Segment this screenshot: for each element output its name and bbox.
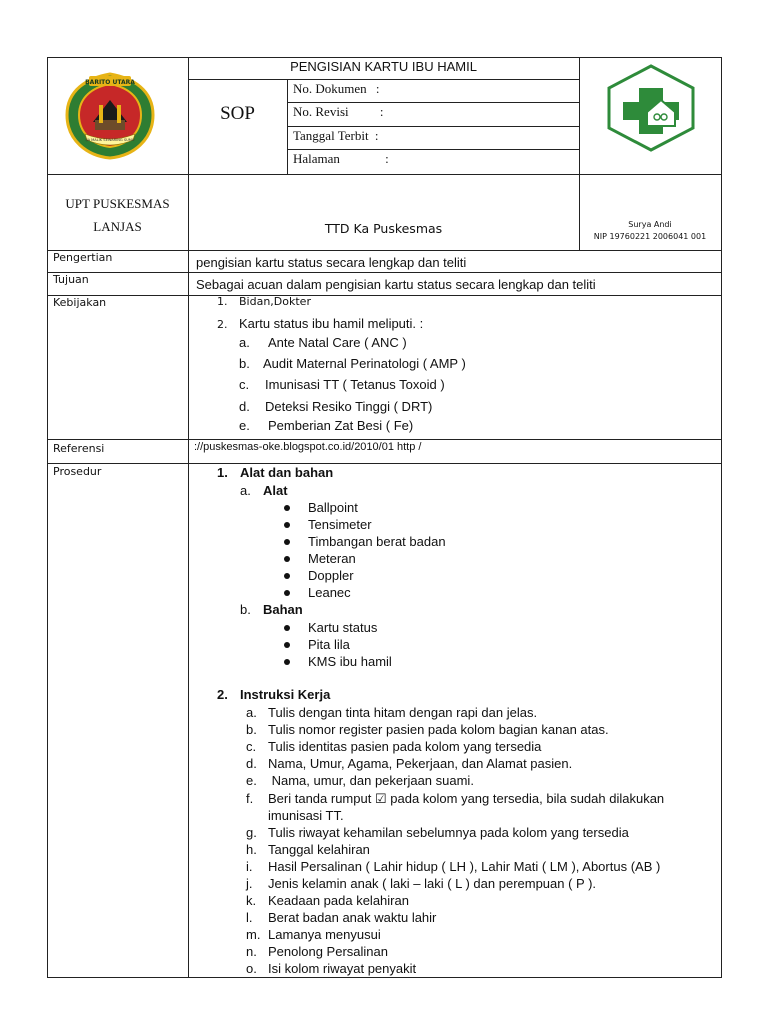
item-letter: h. (246, 842, 257, 857)
bahan-item (284, 654, 392, 669)
item-text: Tulis nomor register pasien pada kolom bagian kanan atas. (268, 722, 609, 737)
item-text: Hasil Persalinan ( Lahir hidup ( LH ), Lahir Mati ( LM ), Abortus (AB ) (268, 859, 661, 874)
instruksi-item-cont: imunisasi TT. (268, 808, 344, 823)
item-text: Tulis dengan tinta hitam dengan rapi dan jelas. (268, 705, 538, 720)
kebijakan-sub-b (239, 356, 466, 371)
label-pengertian: Pengertian (53, 251, 113, 264)
item-letter: i. (246, 859, 253, 874)
referensi-text: ://puskesmas-oke.blogspot.co.id/2010/01 http / (194, 441, 422, 453)
field-label: No. Revisi (293, 104, 349, 119)
item-text: Nama, Umur, Agama, Pekerjaan, dan Alamat pasien. (268, 756, 573, 771)
bahan-item (284, 637, 350, 652)
alat-item (284, 585, 351, 600)
item-letter: o. (246, 961, 257, 976)
sub-text: Pemberian Zat Besi ( Fe) (268, 418, 414, 433)
sub-title: Alat (263, 483, 288, 498)
item-text: Tulis riwayat kehamilan sebelumnya pada kolom yang tersedia (268, 825, 629, 840)
field-value: : (375, 81, 380, 96)
bullet-icon (284, 556, 290, 562)
instruksi-item (246, 859, 660, 874)
instruksi-item (246, 756, 572, 771)
item-letter: f. (246, 791, 254, 806)
kebijakan-item-2 (217, 316, 423, 331)
field-label: Tanggal Terbit (293, 128, 369, 143)
prosedur-section-1 (217, 465, 333, 480)
signer-name: Surya Andi (628, 220, 672, 229)
sub-letter: b. (240, 602, 251, 617)
item-letter: n. (246, 944, 257, 959)
bullet-icon (284, 590, 290, 596)
section-title: Alat dan bahan (240, 465, 334, 480)
alat-item-text: Meteran (308, 551, 356, 566)
kebijakan-sub-a (239, 335, 407, 350)
item-text: Beri tanda rumput (268, 791, 372, 806)
org-name-line1: UPT PUSKESMAS (65, 196, 170, 211)
instruksi-item (246, 722, 609, 737)
item-text: Kartu status ibu hamil meliputi. : (239, 316, 424, 331)
logo-left-text-top: BARITO UTARA (85, 79, 135, 86)
item-letter: a. (246, 705, 257, 720)
logo-left (63, 70, 158, 160)
instruksi-item (246, 961, 416, 976)
field-value: : (385, 151, 389, 166)
field-halaman (293, 151, 389, 167)
tujuan-text: Sebagai acuan dalam pengisian kartu status secara lengkap dan teliti (196, 277, 596, 292)
checkbox-checked-icon: ☑ (374, 791, 387, 806)
kebijakan-sub-d (239, 399, 432, 414)
item-number: 2. (217, 318, 228, 331)
instruksi-item (246, 773, 474, 788)
item-letter: d. (246, 756, 257, 771)
instruksi-item (246, 893, 409, 908)
logo-right (603, 62, 699, 154)
alat-heading (240, 483, 288, 498)
sub-letter: d. (239, 399, 250, 414)
bullet-icon (284, 505, 290, 511)
item-text: Tanggal kelahiran (268, 842, 370, 857)
alat-item-text: Timbangan berat badan (308, 534, 446, 549)
item-text: Jenis kelamin anak ( laki – laki ( L ) dan perempuan ( P ). (268, 876, 597, 891)
sub-text: Audit Maternal Perinatologi ( AMP ) (263, 356, 466, 371)
item-text: Berat badan anak waktu lahir (268, 910, 437, 925)
instruksi-item (246, 791, 664, 807)
bahan-item-text: KMS ibu hamil (308, 654, 392, 669)
bullet-icon (284, 659, 290, 665)
pengertian-text: pengisian kartu status secara lengkap dan teliti (196, 255, 467, 270)
sub-text: Imunisasi TT ( Tetanus Toxoid ) (265, 377, 445, 392)
field-tanggal-terbit (293, 128, 378, 144)
item-text: Nama, umur, dan pekerjaan suami. (268, 773, 474, 788)
kebijakan-item-1 (217, 295, 311, 308)
field-no-revisi (293, 104, 384, 120)
bullet-icon (284, 539, 290, 545)
bullet-icon (284, 625, 290, 631)
item-letter: l. (246, 910, 253, 925)
label-tujuan: Tujuan (53, 273, 89, 286)
sub-text: Deteksi Resiko Tinggi ( DRT) (265, 399, 433, 414)
kebijakan-sub-c (239, 377, 445, 392)
item-letter: j. (246, 876, 253, 891)
item-letter: e. (246, 773, 257, 788)
alat-item (284, 568, 354, 583)
alat-item-text: Leanec (308, 585, 351, 600)
item-letter: k. (246, 893, 257, 908)
alat-item-text: Doppler (308, 568, 354, 583)
bullet-icon (284, 522, 290, 528)
item-text: Isi kolom riwayat penyakit (268, 961, 417, 976)
item-letter: g. (246, 825, 257, 840)
bullet-icon (284, 573, 290, 579)
sub-text: Ante Natal Care ( ANC ) (268, 335, 407, 350)
item-letter: m. (246, 927, 261, 942)
field-value: : (374, 128, 379, 143)
instruksi-item (246, 876, 596, 891)
signer-nip: NIP 19760221 2006041 001 (593, 232, 707, 241)
ttd-label: TTD Ka Puskesmas (324, 221, 443, 236)
logo-left-text-bottom: IJA MALIK SEWARING SUMU (85, 138, 135, 142)
sub-letter: b. (239, 356, 250, 371)
item-text: Lamanya menyusui (268, 927, 381, 942)
field-no-dokumen (293, 81, 380, 97)
field-label: Halaman (293, 151, 340, 166)
bullet-icon (284, 642, 290, 648)
instruksi-item (246, 825, 629, 840)
label-kebijakan: Kebijakan (53, 296, 107, 309)
item-letter: b. (246, 722, 257, 737)
sub-letter: e. (239, 418, 250, 433)
instruksi-item (246, 739, 541, 754)
sop-label: SOP (220, 103, 255, 124)
sub-letter: a. (240, 483, 251, 498)
instruksi-item (246, 842, 370, 857)
instruksi-item (246, 927, 381, 942)
item-text: Penolong Persalinan (268, 944, 388, 959)
bahan-item-text: Pita lila (308, 637, 350, 652)
item-text: Keadaan pada kelahiran (268, 893, 409, 908)
instruksi-item (246, 705, 537, 720)
label-referensi: Referensi (53, 442, 105, 455)
item-text: Tulis identitas pasien pada kolom yang tersedia (268, 739, 542, 754)
sub-letter: a. (239, 335, 250, 350)
prosedur-section-2 (217, 687, 330, 702)
sub-title: Bahan (263, 602, 303, 617)
field-value: : (379, 104, 384, 119)
bahan-item (284, 620, 377, 635)
instruksi-item (246, 910, 436, 925)
sub-letter: c. (239, 377, 250, 392)
item-letter: c. (246, 739, 257, 754)
field-label: No. Dokumen (293, 81, 367, 96)
label-prosedur: Prosedur (53, 465, 102, 478)
section-number: 2. (217, 687, 228, 702)
alat-item (284, 534, 446, 549)
section-title: Instruksi Kerja (240, 687, 331, 702)
item-text-after: pada kolom yang tersedia, bila sudah dilakukan (390, 791, 665, 806)
alat-item (284, 551, 356, 566)
bahan-heading (240, 602, 303, 617)
alat-item-text: Tensimeter (308, 517, 372, 532)
bahan-item-text: Kartu status (308, 620, 378, 635)
item-text: Bidan,Dokter (239, 295, 311, 308)
org-name-line2: LANJAS (93, 219, 142, 234)
document-title: PENGISIAN KARTU IBU HAMIL (290, 59, 477, 74)
instruksi-item (246, 944, 388, 959)
item-number: 1. (217, 295, 228, 308)
alat-item-text: Ballpoint (308, 500, 358, 515)
alat-item (284, 500, 358, 515)
kebijakan-sub-e (239, 418, 413, 433)
section-number: 1. (217, 465, 228, 480)
alat-item (284, 517, 372, 532)
